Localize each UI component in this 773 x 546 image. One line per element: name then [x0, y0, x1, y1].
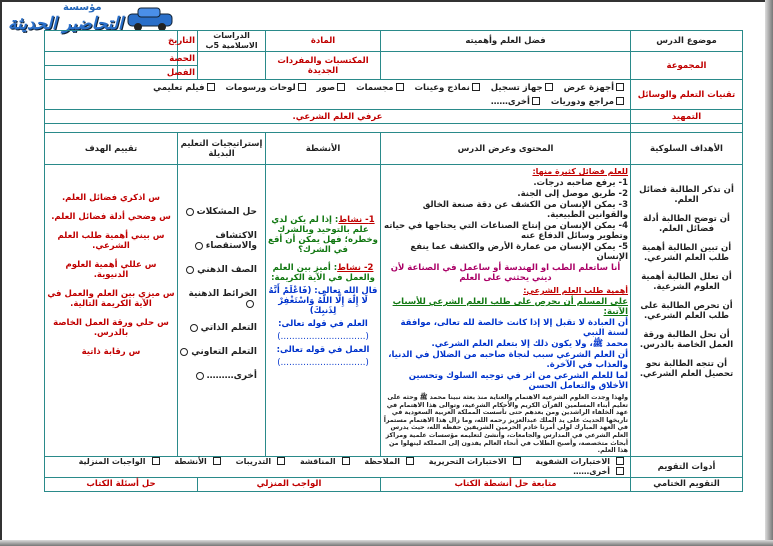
window-edge-right [765, 0, 773, 546]
subject-value: الدراسات الاسلامية 5ب [198, 31, 266, 52]
content-item: 4- يمكن الإنسان من إنتاج الصناعات التي يحتاجها في حياته وتطوير وسائل الدفاع عنه [384, 221, 629, 241]
evaluation-item: س ميزي بين العلم والعمل في الآية الكريمة التالية. [47, 289, 175, 309]
class-value[interactable] [45, 66, 178, 80]
activities-cell [266, 165, 381, 457]
tools-options [45, 456, 631, 477]
strategies-cell [178, 165, 266, 457]
vocab-label: المكتسبات والمفردات الجديدة [266, 52, 381, 80]
tech-option-references[interactable]: مراجع ودوريات [551, 97, 624, 107]
strategy-discovery[interactable]: الاكتشاف والاستقصاء [180, 231, 257, 251]
strategy-brainstorm[interactable]: الصف الذهني [180, 265, 257, 275]
group-value[interactable] [381, 52, 631, 80]
objective-item: أن تذكر الطالبة فضائل العلم. [639, 185, 734, 205]
tech-option-recorder[interactable]: جهاز تسجيل [491, 83, 553, 93]
evaluation-cell [45, 165, 178, 457]
objective-item: أن تعلل الطالبة أهمية العلوم الشرعية. [641, 272, 732, 292]
activity-blank-2[interactable]: (…………………………) [277, 358, 369, 368]
strategy-other[interactable]: أخرى……… [180, 371, 257, 381]
intro-value: عرفي العلم الشرعي. [45, 110, 631, 124]
objective-item: أن تتجه الطالبة نحو تحصيل العلم الشرعي. [639, 359, 734, 379]
date-label: التاريخ [178, 31, 198, 52]
activity-2-title: 2- نشاط [337, 263, 374, 273]
evaluation-item: س عللي أهمية العلوم الدنيوية. [65, 260, 157, 280]
tech-option-pictures[interactable]: صور [317, 83, 345, 93]
col-content: المحتوى وعرض الدرس [381, 133, 631, 165]
strategy-self-learning[interactable]: التعلم الذاتي [180, 323, 257, 333]
activity-blank-1[interactable]: (…………………………) [277, 332, 369, 342]
group-label: المجموعة [631, 52, 743, 80]
tool-written-tests[interactable]: الاختبارات التحريرية [425, 457, 521, 466]
tool-oral-tests[interactable]: الاختبارات الشفوية [531, 457, 624, 466]
evaluation-item: س اذكري فضائل العلم. [61, 193, 161, 203]
content-paragraph: ولهذا وجدت العلوم الشرعية الاهتمام والعناية منذ بعثة نبينا محمد ﷺ وحثه على تعليم أبناء المسلمين القرآن الكريم والأحكام الشرعية، وتوالى هذا الاهتمام في عهد الخلفاء الراشدين ومن بعدهم حتى تأسست المملكة العربية السعودية في تاريخها الحديث على يد الملك عبدالعزيز رحمه الله، وما زال هذا الاهتمام مستمراً في العهد المبارك لولي أمرنا خادم الحرمين الشريفين حفظه الله، حيث يدرس العلم الشرعي في المدارس والجامعات، وأنشئ لتعليمه مؤسسات علمية ومراكز أبحاث متخصصة، وأصبح الطلاب في أنحاء العالم يفدون إلى المملكة لينهلوا من هذا العلم. [383, 394, 629, 455]
col-strategies: إستراتيجيات التعليم البديلة [178, 133, 266, 165]
objective-item: أن تحل الطالبة ورقة العمل الخاصة بالدرس. [639, 330, 734, 350]
date-value[interactable] [45, 31, 178, 52]
content-cell [381, 165, 631, 457]
content-note: أنا ساتعلم الطب او الهندسة أو ساعمل في الصناعة لأن ديني يحثني على العلم [390, 263, 621, 283]
tool-exercises[interactable]: التدريبات [232, 457, 286, 466]
tech-option-projector[interactable]: أجهزة عرض [564, 83, 624, 93]
tech-option-samples[interactable]: نماذج وعينات [415, 83, 480, 93]
activity-2-text: : أميز بين العلم والعمل في الآية الكريمة: [271, 263, 375, 283]
tech-option-boards[interactable]: لوحات ورسومات [225, 83, 305, 93]
objective-item: أن تبين الطالبة أهمية طلب العلم الشرعي. [641, 243, 732, 263]
topic-label: موضوع الدرس [631, 31, 743, 52]
period-value[interactable] [45, 52, 178, 66]
col-evaluation: تقييم الهدف [45, 133, 178, 165]
tech-options [45, 80, 631, 110]
tech-option-film[interactable]: فيلم تعليمي [153, 83, 214, 93]
content-item: أن العبادة لا تقبل إلا إذا كانت خالصة لله تعالى، موافقة لسنة النبي [400, 318, 629, 338]
tech-label: تقنيات التعلم والوسائل [631, 80, 743, 110]
tool-other[interactable]: أخرى…… [569, 467, 624, 476]
objectives-cell [631, 165, 743, 457]
content-subheading: على المسلم أن يحرص على طلب العلم الشرعي للأسباب الآتية: [392, 297, 629, 317]
final-book-activities: متابعة حل أنشطة الكتاب [381, 477, 631, 491]
objective-item: أن توضح الطالبة أدلة فضائل العلم. [643, 214, 730, 234]
final-label: التقويم الختامي [631, 477, 743, 491]
spacer-cell [631, 124, 743, 133]
logo-line2: التحاضير الحديثة [8, 14, 123, 34]
strategy-mind-maps[interactable]: الخرائط الذهنية [180, 289, 257, 309]
tech-option-models[interactable]: مجسمات [356, 83, 403, 93]
subject-label: المادة [266, 31, 381, 52]
tool-observation[interactable]: الملاحظة [360, 457, 414, 466]
final-homework: الواجب المنزلي [198, 477, 381, 491]
activity-1-title: 1- نشاط [338, 215, 375, 225]
objective-item: أن تحرص الطالبة على طلب العلم الشرعي. [640, 301, 733, 321]
window-edge-bottom [0, 540, 773, 546]
spacer-row [45, 124, 631, 133]
col-objectives: الأهداف السلوكية [631, 133, 743, 165]
evaluation-item: س حلي ورقة العمل الخاصة بالدرس. [53, 318, 169, 338]
tool-activities[interactable]: الأنشطة [170, 457, 221, 466]
activity-verse: قال الله تعالى: (فَاعْلَمْ أَنَّهُ لَا إِلَٰهَ إِلَّا اللَّهُ وَاسْتَغْفِرْ لِذَنبِكَ) [268, 286, 378, 316]
car-logo-icon [126, 6, 176, 32]
class-label: الفصل [178, 66, 198, 80]
evaluation-item: س رقابة ذاتية [81, 347, 141, 357]
content-item: 5- يمكن الإنسان من عمارة الأرض والكشف عما ينفع الإنسان [410, 242, 629, 262]
content-item: محمد ﷺ، ولا يكون ذلك إلا بتعلم العلم الشرعي. [431, 339, 629, 349]
period-label: الحصة [178, 52, 198, 66]
content-item: لما للعلم الشرعي من اثر في توجيه السلوك وتحسين الأخلاق والتعامل الحسن [408, 371, 629, 391]
logo-line1: مؤسسة [63, 2, 102, 13]
tech-option-other[interactable]: أخرى…… [491, 97, 540, 107]
strategy-cooperative[interactable]: التعلم التعاوني [180, 347, 257, 357]
evaluation-item: س وضحي أدلة فضائل العلم. [51, 212, 171, 222]
evaluation-item: س بيني أهمية طلب العلم الشرعي. [57, 231, 165, 251]
lesson-plan-table [44, 30, 743, 492]
content-heading-1: للعلم فضائل كثيرة منها: [532, 167, 629, 176]
activity-1-text: : إذا لم يكن لدي علم بالتوحيد وبالشرك وخطره؛ فهل يمكن أن أقع في الشرك؟ [268, 215, 378, 255]
vocab-value[interactable] [198, 52, 266, 80]
topic-value: فضل العلم وأهميته [381, 31, 631, 52]
content-heading-2: أهمية طلب العلم الشرعي: [523, 286, 629, 295]
tool-discussion[interactable]: المناقشة [296, 457, 350, 466]
content-item: 3- يمكن الإنسان من الكشف عن دقة صنعة الخالق والقوانين الطبيعية. [422, 200, 629, 220]
tools-label: أدوات التقويم [631, 456, 743, 477]
content-item: أن العلم الشرعي سبب لنجاة صاحبه من الضلال في الدنيا، والعذاب في الآخرة. [388, 350, 629, 370]
content-item: 1- يرفع صاحبه درجات. [533, 178, 629, 188]
final-book-questions: حل أسئلة الكتاب [45, 477, 198, 491]
content-item: 2- طريق موصل إلى الجنة. [517, 189, 629, 199]
col-activities: الأنشطة [266, 133, 381, 165]
tool-homework[interactable]: الواجبات المنزلية [75, 457, 160, 466]
intro-label: التمهيد [631, 110, 743, 124]
strategy-problem-solving[interactable]: حل المشكلات [180, 207, 257, 217]
activity-blank-2-label: العمل في قوله تعالى: [276, 345, 370, 355]
activity-blank-1-label: العلم في قوله تعالى: [278, 319, 368, 329]
